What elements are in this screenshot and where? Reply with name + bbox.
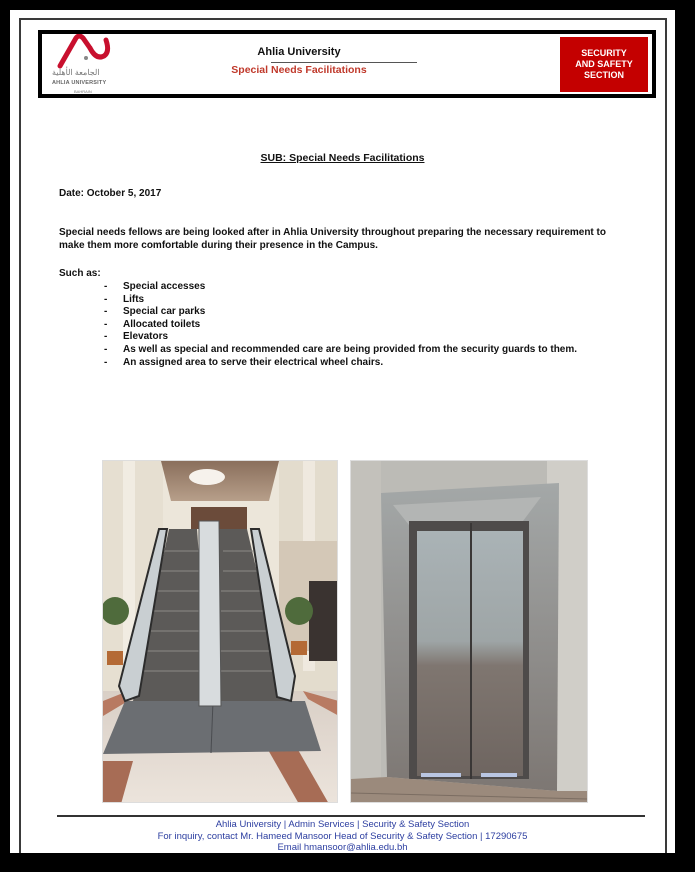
logo-arabic-text: الجامعة الأهلية xyxy=(52,68,100,77)
letterhead xyxy=(38,30,656,98)
elevator-photo xyxy=(350,460,588,803)
footer-divider xyxy=(57,815,645,817)
escalators-photo xyxy=(102,460,338,803)
list-item: - Special accesses xyxy=(104,281,206,292)
list-item: - Allocated toilets xyxy=(104,318,201,330)
section-badge-line: SECTION xyxy=(583,70,624,80)
list-item: - Lifts xyxy=(104,293,145,305)
subject-heading: SUB: Special Needs Facilitations xyxy=(260,152,425,164)
list-item: - As well as special and recommended care are being provided from the security guards to them. xyxy=(104,343,578,355)
list-item: - Special car parks xyxy=(104,306,206,318)
document-page xyxy=(10,10,675,853)
footer-line-contact: For inquiry, contact Mr. Hameed Mansoor Head of Security & Safety Section | 17290675 xyxy=(157,830,528,842)
list-item: - An assigned area to serve their electrical wheel chairs. xyxy=(104,356,384,368)
section-badge-line: AND SAFETY xyxy=(575,59,633,69)
letterhead-subtitle: Special Needs Facilitations xyxy=(231,64,367,76)
footer-line-org: Ahlia University | Admin Services | Security & Safety Section xyxy=(215,819,470,830)
body-paragraph: Special needs fellows are being looked after in Ahlia University throughout preparing the necessary requirement to make them more comfortable during their presence in the Campus. xyxy=(59,227,606,251)
logo-english-text: AHLIA UNIVERSITY xyxy=(52,80,107,86)
logo-sub-text: BAHRAIN xyxy=(74,89,92,94)
letterhead-title: Ahlia University xyxy=(257,46,341,58)
document-date: Date: October 5, 2017 xyxy=(59,188,162,199)
letterhead-divider xyxy=(271,62,417,63)
facilities-list xyxy=(59,281,577,369)
footer-line-email: Email hmansoor@ahlia.edu.bh xyxy=(277,842,408,853)
section-badge-line: SECURITY xyxy=(581,48,627,58)
footer xyxy=(10,819,675,853)
section-badge xyxy=(560,37,648,92)
list-intro: Such as: xyxy=(59,268,101,279)
list-item: - Elevators xyxy=(104,331,169,343)
